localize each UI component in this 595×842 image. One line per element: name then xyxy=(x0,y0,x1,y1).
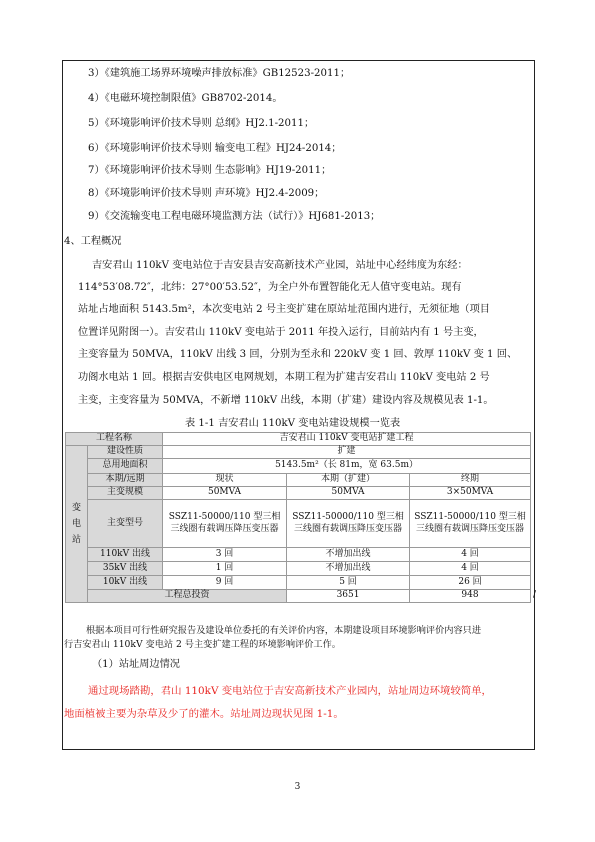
line10-final: 26 回 xyxy=(410,576,531,590)
line35-label: 35kV 出线 xyxy=(88,562,163,576)
table-row xyxy=(66,474,531,487)
substation-group-cell xyxy=(66,446,88,603)
model-final: SSZ11-50000/110 型三相三线圈有载调压降压变压器 xyxy=(410,500,531,548)
table-row xyxy=(66,500,531,548)
paragraph-line: 114°53′08.72″，北纬：27°00′53.52″，为全户外布置智能化无人值守变电站。现有 xyxy=(78,282,462,293)
line10-current: 9 回 xyxy=(163,576,287,590)
table-note-line: 根据本项目可行性研究报告及建设单位委托的有关评价内容，本期建设项目环境影响评价内容只进 xyxy=(86,625,482,636)
area-label: 总用地面积 xyxy=(88,459,163,474)
reference-item: 7）《环境影响评价技术导则 生态影响》HJ19-2011； xyxy=(88,165,332,176)
table-row: 工程总投资 3651 948 / xyxy=(66,590,531,603)
nature-value: 扩建 xyxy=(163,446,531,459)
paragraph-line: 主变，主变容量为 50MVA，不新增 110kV 出线，本期（扩建）建设内容及规模见表 1-1。 xyxy=(78,395,494,406)
period-current: 现状 xyxy=(163,474,287,487)
reference-item: 4）《电磁环境控制限值》GB8702-2014。 xyxy=(88,93,283,104)
line110-final: 4 回 xyxy=(410,548,531,562)
table-note-line: 行吉安君山 110kV 变电站 2 号主变扩建工程的环境影响评价工作。 xyxy=(64,639,341,650)
period-this-phase: 本期（扩建） xyxy=(287,474,410,487)
table-caption: 表 1-1 吉安君山 110kV 变电站建设规模一览表 xyxy=(185,418,401,429)
capacity-label: 主变规模 xyxy=(88,487,163,500)
paragraph-line: 位置详见附图一）。吉安君山 110kV 变电站于 2011 年投入运行，目前站内有 1 号主变， xyxy=(78,327,484,338)
line110-current: 3 回 xyxy=(163,548,287,562)
model-this-phase: SSZ11-50000/110 型三相三线圈有载调压降压变压器 xyxy=(287,500,410,548)
construction-scale-table xyxy=(65,432,537,603)
line35-current: 1 回 xyxy=(163,562,287,576)
table-row xyxy=(66,459,531,474)
reference-item: 3）《建筑施工场界环境噪声排放标准》GB12523-2011； xyxy=(88,68,351,79)
period-label: 本期/远期 xyxy=(88,474,163,487)
subsection-heading: （1）站址周边情况 xyxy=(92,659,180,670)
table-row xyxy=(66,433,531,446)
project-name-label: 工程名称 xyxy=(66,433,163,446)
period-final: 终期 xyxy=(410,474,531,487)
reference-item: 8）《环境影响评价技术导则 声环境》HJ2.4-2009； xyxy=(88,188,325,199)
capacity-this-phase: 50MVA xyxy=(287,487,410,500)
table-row xyxy=(66,562,531,576)
paragraph-line: 功阁水电站 1 回。根据吉安供电区电网规划，本期工程为扩建吉安君山 110kV 变电站 2 号 xyxy=(78,372,490,383)
line10-this-phase: 5 回 xyxy=(287,576,410,590)
table-row xyxy=(66,548,531,562)
investment-current: 3651 xyxy=(287,590,410,603)
line35-this-phase: 不增加出线 xyxy=(287,562,410,576)
capacity-current: 50MVA xyxy=(163,487,287,500)
table-row xyxy=(66,576,531,590)
model-current: SSZ11-50000/110 型三相三线圈有载调压降压变压器 xyxy=(163,500,287,548)
table-row xyxy=(66,487,531,500)
investment-label: 工程总投资 xyxy=(88,590,287,603)
table-row xyxy=(66,446,531,459)
investment-this-phase: 948 xyxy=(410,590,531,603)
reference-item: 6）《环境影响评价技术导则 输变电工程》HJ24-2014； xyxy=(88,143,342,154)
site-description-line: 通过现场踏勘，君山 110kV 变电站位于吉安高新技术产业园内，站址周边环境较简单， xyxy=(88,685,492,697)
line110-this-phase: 不增加出线 xyxy=(287,548,410,562)
substation-group-label: 变电站 xyxy=(71,503,81,545)
nature-label: 建设性质 xyxy=(88,446,163,459)
site-description-line: 地面植被主要为杂草及少了的灌木。站址周边现状见图 1-1。 xyxy=(64,708,344,720)
reference-item: 9）《交流输变电工程电磁环境监测方法（试行）》HJ681-2013； xyxy=(88,211,381,222)
page-number: 3 xyxy=(294,782,301,792)
line110-label: 110kV 出线 xyxy=(88,548,163,562)
paragraph-line: 吉安君山 110kV 变电站位于吉安县吉安高新技术产业园，站址中心经纬度为东经： xyxy=(92,260,468,271)
reference-item: 5）《环境影响评价技术导则 总纲》HJ2.1-2011； xyxy=(88,118,315,129)
area-value: 5143.5m²（长 81m，宽 63.5m） xyxy=(163,459,531,474)
line35-final: 4 回 xyxy=(410,562,531,576)
paragraph-line: 站址占地面积 5143.5m²，本次变电站 2 号主变扩建在原站址范围内进行，无须征地（项目 xyxy=(78,304,490,315)
line10-label: 10kV 出线 xyxy=(88,576,163,590)
capacity-final: 3×50MVA xyxy=(410,487,531,500)
project-name-value: 吉安君山 110kV 变电站扩建工程 xyxy=(163,433,531,446)
paragraph-line: 主变容量为 50MVA，110kV 出线 3 回，分别为至永和 220kV 变 1 回、敦厚 110kV 变 1 回、 xyxy=(78,349,518,360)
section-heading: 4、工程概况 xyxy=(64,236,122,247)
model-label: 主变型号 xyxy=(88,500,163,548)
